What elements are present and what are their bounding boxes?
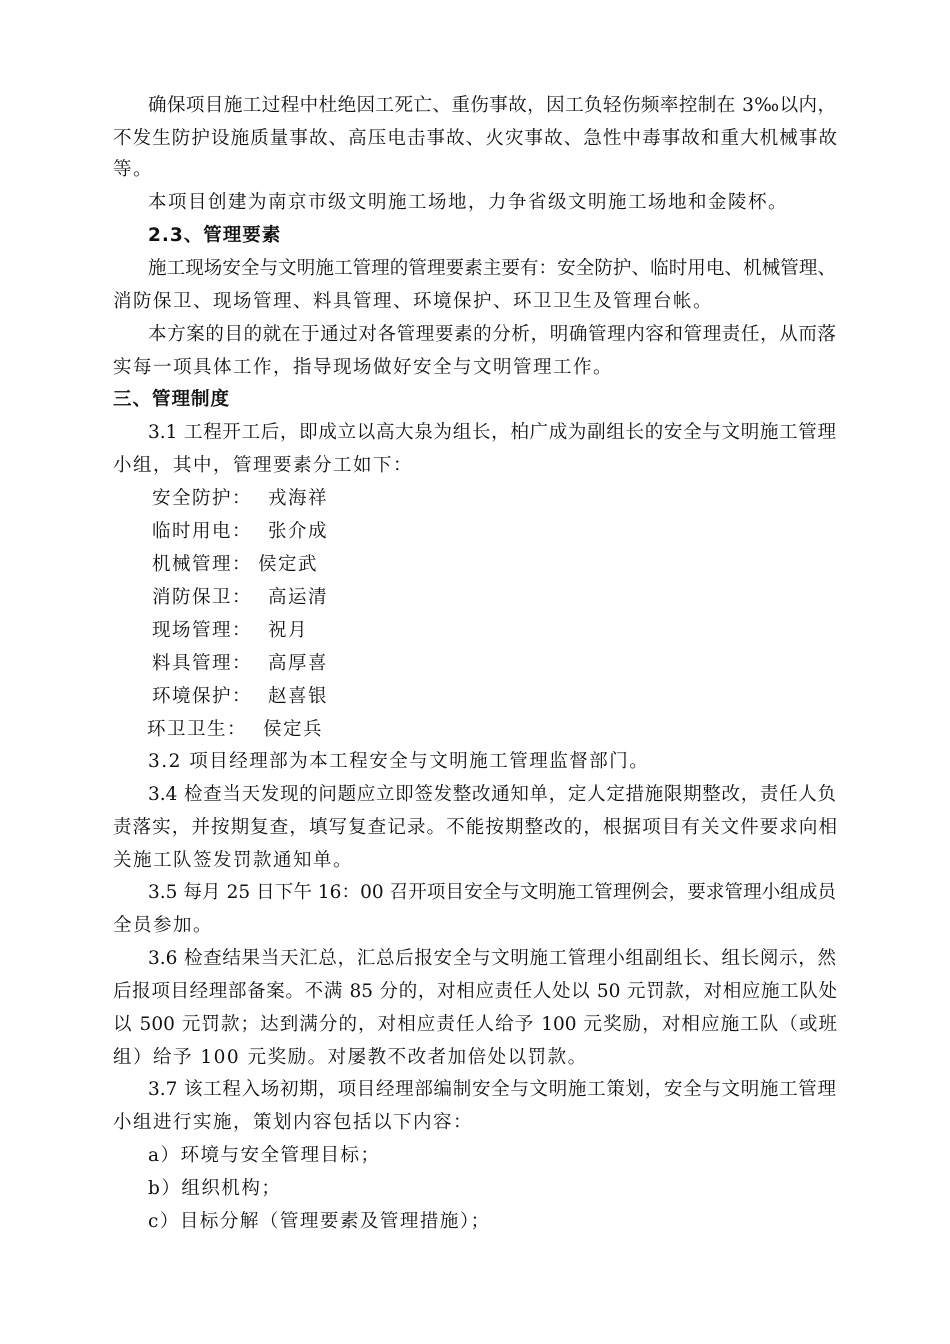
- assignment-role: 安全防护：: [152, 488, 253, 509]
- assignment-name: 祝月: [268, 620, 309, 641]
- assignment-role: 临时用电：: [152, 521, 253, 542]
- assignment-name: 侯定武: [258, 554, 319, 575]
- section-2-3-heading: 2.3、管理要素: [148, 225, 282, 246]
- assignment-role: 机械管理：: [152, 554, 253, 575]
- item-3-6-line-2: 后报项目经理部备案。不满 85 分的，对相应责任人处以 50 元罚款，对相应施工队处: [113, 981, 837, 1002]
- item-3-2: 3.2 项目经理部为本工程安全与文明施工管理监督部门。: [148, 751, 650, 772]
- list-item-a: a）环境与安全管理目标；: [148, 1145, 381, 1166]
- assignment-name: 高厚喜: [268, 653, 329, 674]
- section-3-heading: 三、管理制度: [113, 389, 231, 410]
- item-3-1-line-2: 小组，其中，管理要素分工如下：: [113, 455, 414, 476]
- assignment-name: 张介成: [268, 521, 329, 542]
- item-3-6-line-4: 组）给予 100 元奖励。对屡教不改者加倍处以罚款。: [113, 1047, 588, 1068]
- section-2-3-p1-line-1: 施工现场安全与文明施工管理的管理要素主要有：安全防护、临时用电、机械管理、: [148, 258, 836, 279]
- item-3-6-line-3: 以 500 元罚款；达到满分的，对相应责任人给予 100 元奖励，对相应施工队（或班: [113, 1014, 837, 1035]
- item-3-4-line-2: 责落实，并按期复查，填写复查记录。不能按期整改的，根据项目有关文件要求向相: [113, 817, 837, 838]
- item-3-7-line-1: 3.7 该工程入场初期，项目经理部编制安全与文明施工策划，安全与文明施工管理: [148, 1079, 836, 1100]
- item-3-5-line-1: 3.5 每月 25 日下午 16：00 召开项目安全与文明施工管理例会，要求管理小组成员: [148, 882, 836, 903]
- section-2-3-p2-line-2: 实每一项具体工作，指导现场做好安全与文明管理工作。: [113, 357, 614, 378]
- list-item-b: b）组织机构；: [148, 1178, 282, 1199]
- goals-line-3: 等。: [113, 159, 154, 180]
- item-3-5-line-2: 全员参加。: [113, 915, 214, 936]
- assignment-name: 高运清: [268, 587, 329, 608]
- assignment-name: 赵喜银: [268, 686, 329, 707]
- item-3-4-line-3: 关施工队签发罚款通知单。: [113, 850, 354, 871]
- item-3-4-line-1: 3.4 检查当天发现的问题应立即签发整改通知单，定人定措施限期整改，责任人负: [148, 784, 836, 805]
- goals-line-1: 确保项目施工过程中杜绝因工死亡、重伤事故，因工负轻伤频率控制在 3‰以内，: [148, 95, 836, 116]
- assignment-role: 消防保卫：: [152, 587, 253, 608]
- list-item-c: c）目标分解（管理要素及管理措施）；: [148, 1211, 491, 1232]
- assignment-name: 戎海祥: [268, 488, 329, 509]
- item-3-6-line-1: 3.6 检查结果当天汇总，汇总后报安全与文明施工管理小组副组长、组长阅示，然: [148, 948, 836, 969]
- goals-line-4: 本项目创建为南京市级文明施工场地，力争省级文明施工场地和金陵杯。: [148, 192, 789, 213]
- assignment-role: 现场管理：: [152, 620, 253, 641]
- item-3-1-line-1: 3.1 工程开工后，即成立以高大泉为组长，柏广成为副组长的安全与文明施工管理: [148, 422, 836, 443]
- assignment-name: 侯定兵: [263, 719, 324, 740]
- assignment-role: 环境保护：: [152, 686, 253, 707]
- section-2-3-p1-line-2: 消防保卫、现场管理、料具管理、环境保护、环卫卫生及管理台帐。: [113, 291, 714, 312]
- section-2-3-p2-line-1: 本方案的目的就在于通过对各管理要素的分析，明确管理内容和管理责任，从而落: [148, 324, 836, 345]
- assignment-role: 环卫卫生：: [147, 719, 248, 740]
- goals-line-2: 不发生防护设施质量事故、高压电击事故、火灾事故、急性中毒事故和重大机械事故: [113, 128, 837, 149]
- item-3-7-line-2: 小组进行实施，策划内容包括以下内容：: [113, 1112, 474, 1133]
- assignment-role: 料具管理：: [152, 653, 253, 674]
